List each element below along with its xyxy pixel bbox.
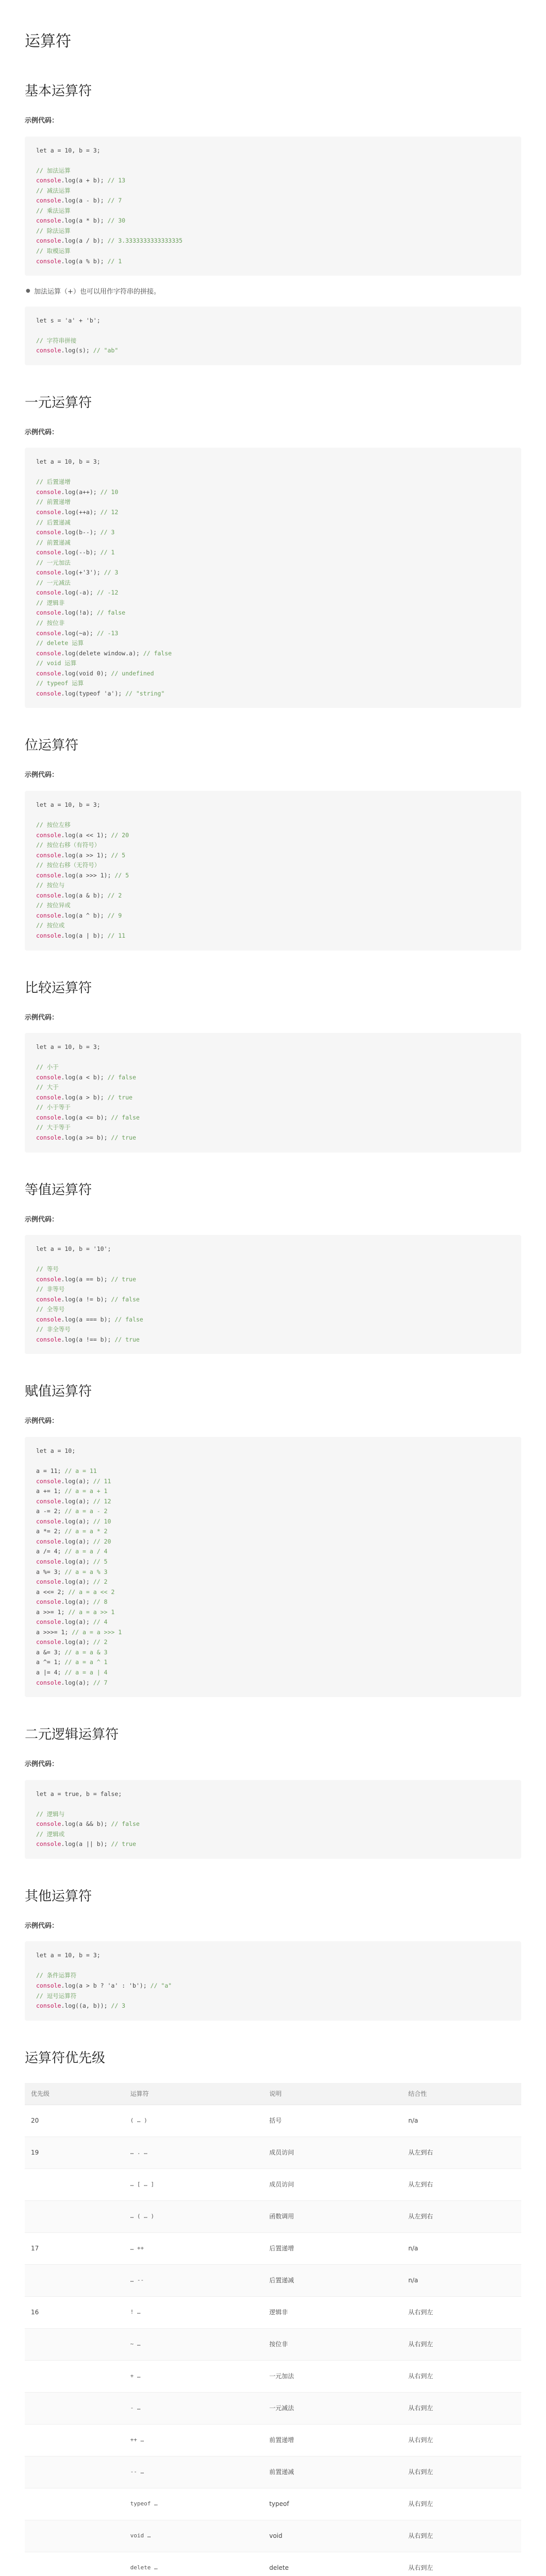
description-cell: 括号 <box>263 2105 402 2137</box>
operator-cell: + … <box>124 2360 263 2392</box>
associativity-cell: 从右到左 <box>402 2328 521 2360</box>
code-block-unary: let a = 10, b = 3; // 后置递增 console.log(a++); // 10 // 前置递增 console.log(++a); // 12 // 后置递减 console.log(b--); // 3 // 前置递减 console.log(--b); // 1 // 一元加法 console.log(+'3'); // 3 // 一元减法 console.log(-a); // -12 // 逻辑非 console.log(!a); // false // 按位非 console.log(~a); // -13 // delete 运算 console.log(delete window.a); // false // void 运算 console.log(void 0); // undefined // typeof 运算 console.log(typeof 'a'); // "string" <box>25 448 521 708</box>
precedence-cell <box>25 2552 124 2576</box>
section-title-other: 其他运算符 <box>25 1888 92 1904</box>
associativity-cell: 从右到左 <box>402 2296 521 2328</box>
operator-cell: void … <box>124 2520 263 2552</box>
table-row <box>25 2105 521 2137</box>
operator-cell: delete … <box>124 2552 263 2576</box>
basic-note: ● 加法运算（+）也可以用作字符串的拼接。 <box>25 287 521 297</box>
table-row <box>25 2456 521 2488</box>
associativity-cell: 从左到右 <box>402 2168 521 2200</box>
operator-cell: … -- <box>124 2264 263 2296</box>
operator-cell: ! … <box>124 2296 263 2328</box>
precedence-table-body <box>25 2105 521 2576</box>
precedence-cell <box>25 2360 124 2392</box>
precedence-cell <box>25 2456 124 2488</box>
code-block-basic: let a = 10, b = 3; // 加法运算 console.log(a + b); // 13 // 减法运算 console.log(a - b); // 7 // 乘法运算 console.log(a * b); // 30 // 除法运算 console.log(a / b); // 3.3333333333333335 // 取模运算 console.log(a % b); // 1 <box>25 137 521 276</box>
table-row <box>25 2392 521 2424</box>
sample-label: 示例代码： <box>25 1922 59 1930</box>
sample-label: 示例代码： <box>25 428 59 436</box>
table-row <box>25 2520 521 2552</box>
table-row <box>25 2424 521 2456</box>
code-block-other: let a = 10, b = 3; // 条件运算符 console.log(a > b ? 'a' : 'b'); // "a" // 逗号运算符 console.log((a, b)); // 3 <box>25 1941 521 2020</box>
description-cell: 前置递减 <box>263 2456 402 2488</box>
precedence-cell <box>25 2264 124 2296</box>
table-row <box>25 2328 521 2360</box>
description-cell: 一元减法 <box>263 2392 402 2424</box>
description-cell: 一元加法 <box>263 2360 402 2392</box>
section-title-precedence: 运算符优先级 <box>25 2050 106 2066</box>
precedence-cell <box>25 2424 124 2456</box>
section-title-bitwise: 位运算符 <box>25 738 79 754</box>
header-description: 说明 <box>263 2083 402 2105</box>
associativity-cell: 从左到右 <box>402 2200 521 2232</box>
associativity-cell: n/a <box>402 2105 521 2137</box>
associativity-cell: 从右到左 <box>402 2552 521 2576</box>
precedence-cell <box>25 2520 124 2552</box>
table-row <box>25 2488 521 2520</box>
section-title-unary: 一元运算符 <box>25 395 92 411</box>
operator-cell: … ( … ) <box>124 2200 263 2232</box>
precedence-cell <box>25 2328 124 2360</box>
table-row <box>25 2137 521 2168</box>
precedence-cell <box>25 2488 124 2520</box>
table-header-row <box>25 2083 521 2105</box>
operator-cell: ++ … <box>124 2424 263 2456</box>
table-row <box>25 2264 521 2296</box>
description-cell: delete <box>263 2552 402 2576</box>
precedence-cell <box>25 2392 124 2424</box>
precedence-cell: 20 <box>25 2105 124 2137</box>
operator-cell: … ++ <box>124 2232 263 2264</box>
code-block-bitwise: let a = 10, b = 3; // 按位左移 console.log(a << 1); // 20 // 按位右移（有符号） console.log(a >> 1); // 5 // 按位右移（无符号） console.log(a >>> 1); // 5 // 按位与 console.log(a & b); // 2 // 按位异或 console.log(a ^ b); // 9 // 按位或 console.log(a | b); // 11 <box>25 791 521 951</box>
associativity-cell: 从左到右 <box>402 2137 521 2168</box>
precedence-cell <box>25 2168 124 2200</box>
section-title-binary-logic: 二元逻辑运算符 <box>25 1727 119 1743</box>
page-title: 运算符 <box>25 32 71 50</box>
description-cell: 逻辑非 <box>263 2296 402 2328</box>
operator-cell: - … <box>124 2392 263 2424</box>
code-block-equality: let a = 10, b = '10'; // 等号 console.log(a == b); // true // 非等号 console.log(a != b); // false // 全等号 console.log(a === b); // false // 非全等号 console.log(a !== b); // true <box>25 1235 521 1354</box>
description-cell: 前置递增 <box>263 2424 402 2456</box>
associativity-cell: 从右到左 <box>402 2424 521 2456</box>
precedence-cell: 17 <box>25 2232 124 2264</box>
operator-cell: typeof … <box>124 2488 263 2520</box>
header-operator: 运算符 <box>124 2083 263 2105</box>
precedence-cell: 16 <box>25 2296 124 2328</box>
section-title-compare: 比较运算符 <box>25 980 92 996</box>
operator-cell: ( … ) <box>124 2105 263 2137</box>
sample-label: 示例代码： <box>25 771 59 779</box>
operator-cell: ~ … <box>124 2328 263 2360</box>
precedence-cell: 19 <box>25 2137 124 2168</box>
code-block-concat: let s = 'a' + 'b'; // 字符串拼接 console.log(s); // "ab" <box>25 307 521 365</box>
sample-label: 示例代码： <box>25 117 59 125</box>
table-row <box>25 2296 521 2328</box>
table-row <box>25 2232 521 2264</box>
operator-cell: … [ … ] <box>124 2168 263 2200</box>
table-row <box>25 2360 521 2392</box>
code-block-compare: let a = 10, b = 3; // 小于 console.log(a < b); // false // 大于 console.log(a > b); // true // 小于等于 console.log(a <= b); // false // 大于等于 console.log(a >= b); // true <box>25 1033 521 1152</box>
sample-label: 示例代码： <box>25 1013 59 1022</box>
operator-cell: … . … <box>124 2137 263 2168</box>
section-title-basic: 基本运算符 <box>25 83 92 99</box>
description-cell: 函数调用 <box>263 2200 402 2232</box>
section-title-equality: 等值运算符 <box>25 1182 92 1198</box>
description-cell: void <box>263 2520 402 2552</box>
associativity-cell: n/a <box>402 2232 521 2264</box>
associativity-cell: 从右到左 <box>402 2392 521 2424</box>
description-cell: 按位非 <box>263 2328 402 2360</box>
header-associativity: 结合性 <box>402 2083 521 2105</box>
associativity-cell: 从右到左 <box>402 2360 521 2392</box>
description-cell: 后置递减 <box>263 2264 402 2296</box>
description-cell: 成员访问 <box>263 2168 402 2200</box>
section-title-assign: 赋值运算符 <box>25 1384 92 1400</box>
table-row <box>25 2200 521 2232</box>
operator-cell: -- … <box>124 2456 263 2488</box>
sample-label: 示例代码： <box>25 1417 59 1426</box>
associativity-cell: 从右到左 <box>402 2488 521 2520</box>
precedence-table <box>25 2083 521 2576</box>
associativity-cell: 从右到左 <box>402 2456 521 2488</box>
sample-label: 示例代码： <box>25 1215 59 1224</box>
code-block-binary-logic: let a = true, b = false; // 逻辑与 console.log(a && b); // false // 逻辑或 console.log(a || b); // true <box>25 1780 521 1859</box>
table-row <box>25 2552 521 2576</box>
description-cell: typeof <box>263 2488 402 2520</box>
associativity-cell: 从右到左 <box>402 2520 521 2552</box>
sample-label: 示例代码： <box>25 1760 59 1769</box>
table-row <box>25 2168 521 2200</box>
header-precedence: 优先级 <box>25 2083 124 2105</box>
code-block-assign: let a = 10; a = 11; // a = 11 console.log(a); // 11 a += 1; // a = a + 1 console.log(a); // 12 a -= 2; // a = a - 2 console.log(a); // 10 a *= 2; // a = a * 2 console.log(a); // 20 a /= 4; // a = a / 4 console.log(a); // 5 a %= 3; // a = a % 3 console.log(a); // 2 a <<= 2; // a = a << 2 console.log(a); // 8 a >>= 1; // a = a >> 1 console.log(a); // 4 a >>>= 1; // a = a >>> 1 console.log(a); // 2 a &= 3; // a = a & 3 a ^= 1; // a = a ^ 1 a |= 4; // a = a | 4 console.log(a); // 7 <box>25 1437 521 1697</box>
precedence-cell <box>25 2200 124 2232</box>
description-cell: 后置递增 <box>263 2232 402 2264</box>
description-cell: 成员访问 <box>263 2137 402 2168</box>
associativity-cell: n/a <box>402 2264 521 2296</box>
